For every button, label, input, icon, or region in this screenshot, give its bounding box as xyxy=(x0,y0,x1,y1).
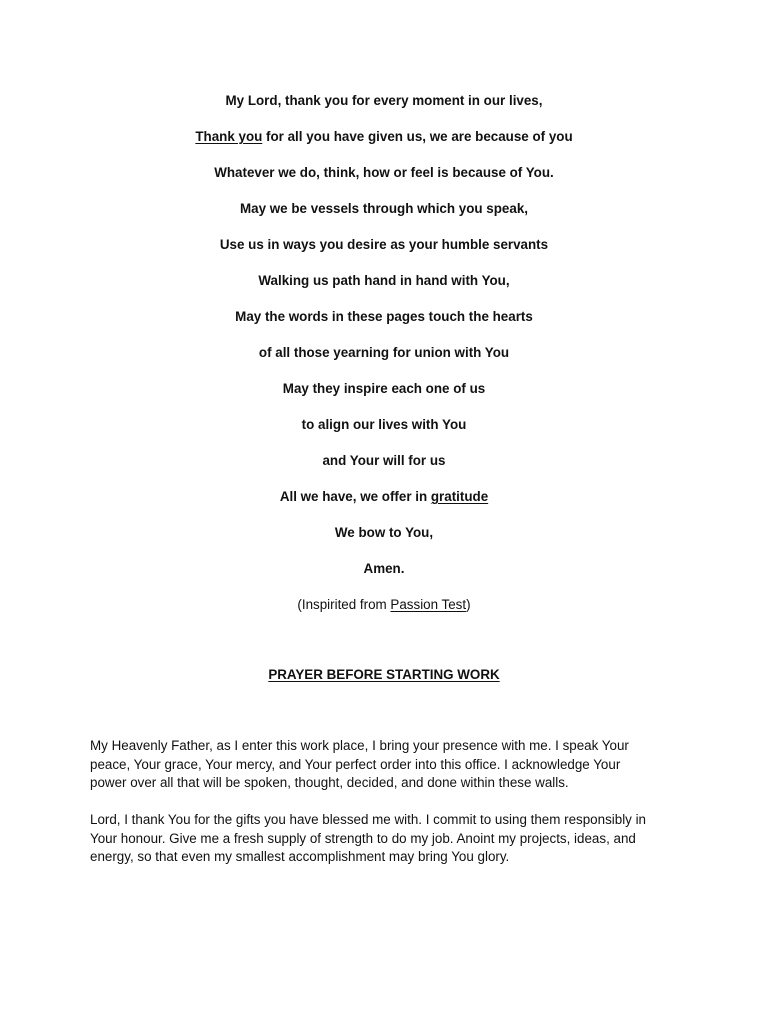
dedication-poem xyxy=(0,91,768,631)
poem-line: My Lord, thank you for every moment in our lives, xyxy=(225,93,543,108)
poem-line xyxy=(0,127,768,163)
underlined-text: gratitude xyxy=(430,489,489,504)
poem-line: and Your will for us xyxy=(322,453,446,468)
poem-credit xyxy=(0,595,768,631)
poem-line: Whatever we do, think, how or feel is because of You. xyxy=(214,165,554,180)
poem-line: Amen. xyxy=(363,561,405,576)
paragraph-line: Your honour. Give me a fresh supply of strength to do my job. Anoint my projects, ideas, and xyxy=(90,830,636,846)
poem-line: of all those yearning for union with You xyxy=(258,345,510,360)
paragraph-line: Lord, I thank You for the gifts you have blessed me with. I commit to using them responsibly in xyxy=(90,812,647,827)
poem-line-text: for all you have given us, we are because of you xyxy=(262,129,573,144)
credit-text: ) xyxy=(466,597,471,612)
poem-line: Use us in ways you desire as your humble servants xyxy=(219,237,549,252)
poem-line: Walking us path hand in hand with You, xyxy=(258,273,510,288)
paragraph-line: energy, so that even my smallest accomplishment may bring You glory. xyxy=(90,849,510,864)
underlined-text: Thank you xyxy=(195,129,263,144)
paragraph-line: peace, Your grace, Your mercy, and Your perfect order into this office. I acknowledge Your xyxy=(90,756,621,772)
poem-line: May the words in these pages touch the hearts xyxy=(235,309,533,324)
paragraph-line: My Heavenly Father, as I enter this work place, I bring your presence with me. I speak Your xyxy=(90,738,629,753)
poem-line: May we be vessels through which you speak, xyxy=(240,201,528,216)
poem-line-text: All we have, we offer in xyxy=(279,489,431,504)
paragraph-line: power over all that will be spoken, thought, decided, and done within these walls. xyxy=(90,775,569,790)
credit-link-text: Passion Test xyxy=(390,597,467,612)
section-heading: PRAYER BEFORE STARTING WORK xyxy=(268,667,500,682)
poem-line: We bow to You, xyxy=(334,525,434,540)
poem-line: May they inspire each one of us xyxy=(282,381,486,396)
poem-line: to align our lives with You xyxy=(301,417,467,432)
prayer-paragraph-1 xyxy=(90,737,686,793)
credit-text: (Inspirited from xyxy=(297,597,391,612)
poem-line xyxy=(0,487,768,523)
prayer-paragraph-2 xyxy=(90,811,686,867)
